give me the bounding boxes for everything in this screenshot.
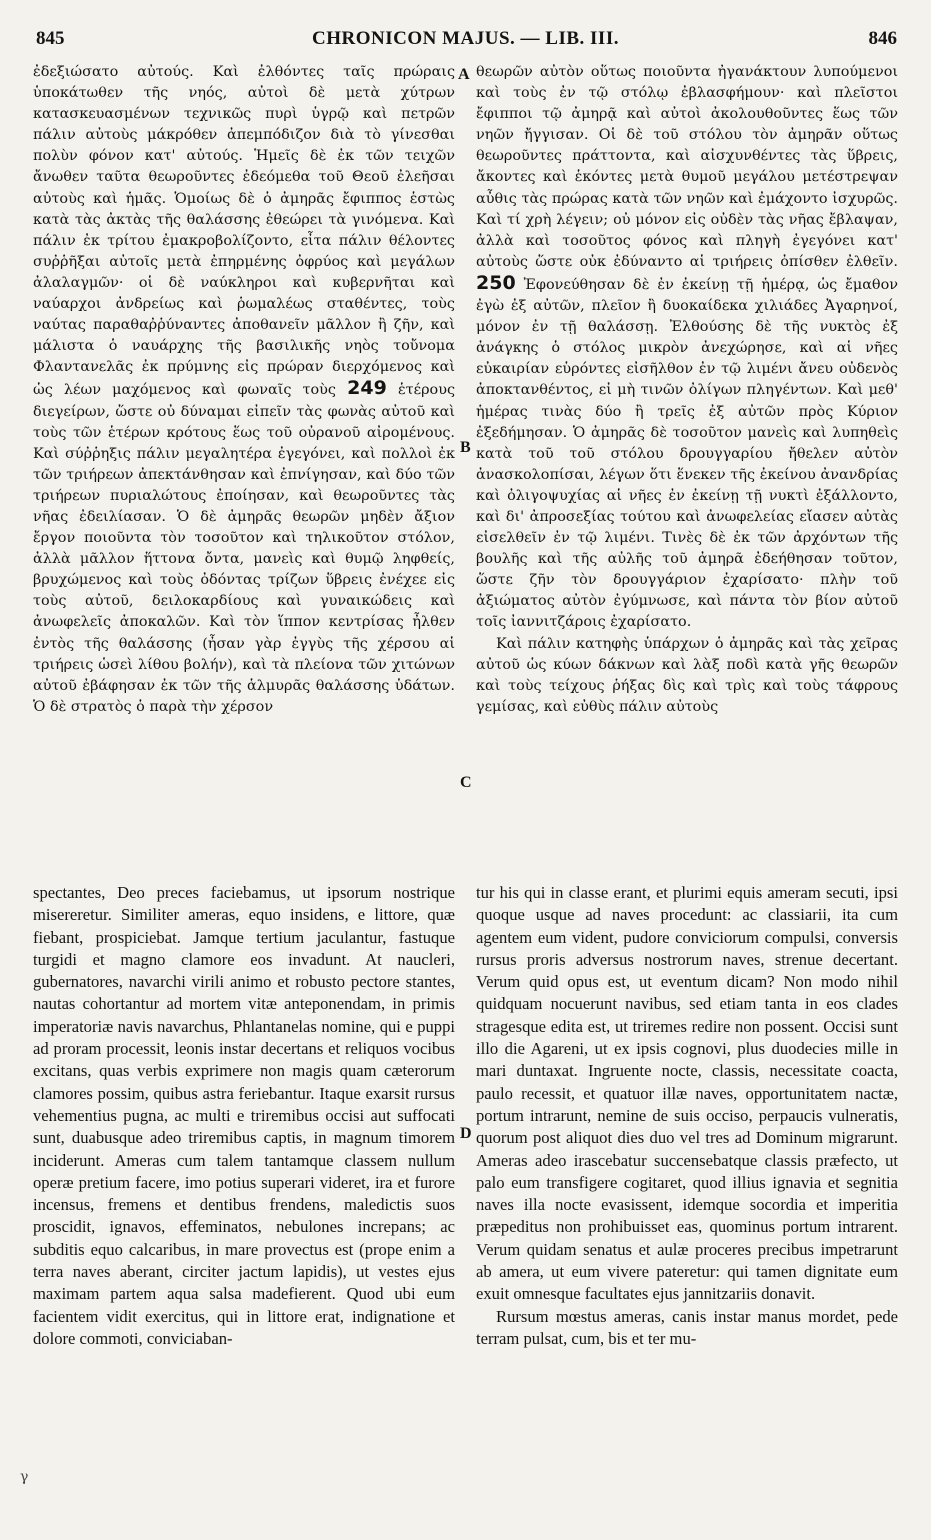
- section-number: 250: [476, 271, 516, 294]
- section-number: 249: [347, 377, 387, 400]
- latin-column-left: [33, 882, 455, 1482]
- margin-mark: γ: [20, 1469, 29, 1485]
- greek-right-text: θεωρῶν αὐτὸν οὕτως ποιοῦντα ἠγανάκτουν λυπούμενοι καὶ τοὺς ἐν τῷ στόλῳ ἐβλασφήμουν· καὶ πλεῖστοι ἔφιπποι τῷ ἀμηρᾷ καὶ αὐτοὶ ἀκολουθοῦντες ἕως τῶν νηῶν ἤγγισαν. Οἱ δὲ τοῦ στόλου τὸν ἀμηρᾶν οὕτως θεωροῦντες πράττοντα, καὶ αἰσχυνθέντες τὰς ὕβρεις, ἄκοντες καὶ ἑκόντες μετὰ θυμοῦ μεγάλου μετέστρεψαν αὖθις τὰς πρώρας κατὰ τῶν νηῶν καὶ ἐμάχοντο ἰσχυρῶς. Καὶ τί χρὴ λέγειν; οὐ μόνον εἰς οὐδὲν τὰς νῆας ἔβλαψαν, ἀλλὰ καὶ τοσοῦτος φόνος καὶ πληγὴ ἐγεγόνει κατ' αὐτοὺς ὥστε οὐκ ἐδύναντο αἱ τριήρεις ὀπίσθεν ἐλθεῖν. 250 Ἐφονεύθησαν δὲ ἐν ἐκείνῃ τῇ ἡμέρᾳ, ὡς ἔμαθον ἐγὼ ἐξ αὐτῶν, πλεῖον ἢ δυοκαίδεκα χιλιάδες Ἀγαρηνοί, μόνον ἐν τῇ θαλάσσῃ. Ἐλθούσης δὲ τῆς νυκτὸς ἐξ ἀνάγκης ὁ στόλος μικρὸν ἀνεχώρησε, καὶ αἱ νῆες εὐκαιρίαν εὑρόντες εἰσῆλθον ἐν τῷ λιμένι ἄνευ οὐδενὸς ἀποκτανθέντος, εἰ μὴ τινῶν ὀλίγων πληγέντων. Καὶ μεθ' ἡμέρας τινὰς δύο ἢ τρεῖς ἐξ αὐτῶν πρὸς Κύριον ἐξεδήμησαν. Ὁ ἀμηρᾶς δὲ τοσοῦτον μανεὶς καὶ λυπηθεὶς κατὰ τοῦ τοῦ στόλου δρουγγαρίου ἤθελεν αὐτὸν ἀνασκολοπίσαι, λέγων ὅτι ἕνεκεν τῆς ἐκείνου ἀνανδρίας καὶ ὀλιγοψυχίας αἱ νῆες ἐν ἐκείνῃ τῇ νυκτὶ ἐξάλλοντο, καὶ δι' ἀπροσεξίας τούτου καὶ ἀνωφελείας εἴασεν αὐτὰς εἰσελθεῖν ἐν τῷ λιμένι. Τινὲς δὲ ἐκ τῶν ἀρχόντων τῆς βουλῆς καὶ τῆς αὐλῆς τοῦ ἀμηρᾶ ἐδεήθησαν τοῦτον, ὥστε ζῆν τὸν δρουγγάριον ἐχαρίσατο· πλὴν τοῦ ἀξιώματος αὐτὸν ἐγύμνωσε, καὶ πάντα τὸν βίον αὐτοῦ τοῖς ἰαννιτζάροις ἐχαρίσατο.: [476, 64, 898, 631]
- greek-left-text: ἐδεξιώσατο αὐτούς. Καὶ ἐλθόντες ταῖς πρώραις ὑποκάτωθεν τῆς νηός, αὐτοὶ δὲ μετὰ χύτρων κατασκευασμένων τεχνικῶς πυρὶ ὑγρῷ καὶ πετρῶν πάλιν αὐτοὺς μάκρόθεν ἀπεμπόδιζον διὰ τὸ γίνεσθαι πολὺν φόνον κατ' αὐτούς. Ἡμεῖς δὲ ἐκ τῶν τειχῶν ἄνωθεν ταῦτα θεωροῦντες ἐδεόμεθα τοῦ Θεοῦ ἐλεῆσαι αὐτοὺς καὶ ἡμᾶς. Ὁμοίως δὲ ὁ ἀμηρᾶς ἔφιππος ἑστὼς κατὰ τὰς ἀκτὰς τῆς θαλάσσης ἐθεώρει τὰ γινόμενα. Καὶ πάλιν ἐκ τρίτου ἐμακροβολίζοντο, εἶτα πάλιν θέλοντες συῤῥῆξαι αὐτοῖς μετὰ ἐπηρμένης ὀφρύος καὶ μεγάλων ἀλαλαγμῶν· οἱ δὲ ναύκληροι καὶ κυβερνῆται καὶ ναύαρχοι ἀνδρείως καὶ ῥωμαλέως σταθέντες, τοὺς ναύτας παραθαῤῥύναντες ἀποθανεῖν μᾶλλον ἢ ζῆν, καὶ μάλιστα ὁ ναυάρχης τῆς βασιλικῆς νηὸς τοὔνομα Φλαντανελᾶς ἐκ πρύμνης εἰς πρώραν διερχόμενος καὶ ὡς λέων μαχόμενος καὶ φωναῖς τοὺς 249 ἑτέρους διεγείρων, ὥστε οὐ δύναμαι εἰπεῖν τὰς φωνὰς αὐτοῦ καὶ τοὺς τῶν ἑτέρων κρότους ἕως τοῦ οὐρανοῦ αἰρομένους. Καὶ σύῤῥηξις πάλιν μεγαλητέρα ἐγεγόνει, καὶ πολλοὶ ἐκ τῶν τριήρεων ἀπεκτάνθησαν καὶ ἐπνίγησαν, καὶ δύο τῶν τριήρεων πυριαλώτους ἐποίησαν, καὶ θεωροῦντες τὰς νῆας ἐδειλίασαν. Ὁ δὲ ἀμηρᾶς θεωρῶν μηδὲν ἄξιον ἔργον ποιοῦντα τὸν τοσοῦτον καὶ τηλικοῦτον στόλον, ἀλλὰ μᾶλλον ἥττονα ὄντα, μανεὶς καὶ θυμῷ ληφθείς, βρυχώμενος καὶ τοὺς ὀδόντας τρίζων ὕβρεις ἐνέχεε εἰς τοὺς αὐτοῦ, δειλοκαρδίους καὶ γυναικώδεις καὶ ἀνωφελεῖς ἀποκαλῶν. Καὶ τὸν ἵππον κεντρίσας ἦλθεν ἐντὸς τῆς θαλάσσης (ἦσαν γὰρ ἐγγὺς τῆς χέρσου αἱ τριήρεις ὡσεὶ λίθου βολήν), καὶ τὰ πλείονα τῶν χιτώνων αὐτοῦ ἐβάφησαν ἐκ τῶν τῆς ἁλμυρᾶς θαλάσσης ὑδάτων. Ὁ δὲ στρατὸς ὁ παρὰ τὴν χέρσον: [33, 64, 455, 715]
- page-header: [30, 28, 901, 56]
- running-title: CHRONICON MAJUS. — LIB. III.: [312, 28, 619, 49]
- greek-column-right: [476, 62, 898, 874]
- page-number-right: 846: [868, 28, 897, 49]
- page-number-left: 845: [36, 28, 65, 49]
- latin-column-right: [476, 882, 898, 1482]
- margin-marker-b: B: [460, 439, 471, 456]
- latin-right-paragraph: Rursum mœstus ameras, canis instar manus mordet, pede terram pulsat, cum, bis et ter mu-: [476, 1306, 898, 1348]
- margin-marker-d: D: [460, 1125, 472, 1142]
- margin-marker-a: A: [458, 66, 470, 83]
- latin-left-text: spectantes, Deo preces faciebamus, ut ipsorum nostrique misereretur. Similiter ameras, equo insidens, e littore, quæ fiebant, prospiciebat. Jamque tertium jaculantur, fastuque turgidi et magno clamore eos invadunt. At naucleri, gubernatores, navarchi virili animo et robusto pectore stantes, nautas cohortantur ad mortem vitæ anteponendam, in primis imperatoriæ navis navarchus, Phlantanelas nomine, qui e puppi ad proram processit, leonis instar decertans et reliquos vocibus excitans, quas verbis exprimere non magis quam cæterorum clamores possim, quibus astra feriebantur. Itaque exarsit rursus vehementius pugna, ac multi e triremibus occisi aut suffocati sunt, duabusque adeo triremibus captis, in magnum timorem inciderunt. Ameras cum talem tantamque classem nullum operæ pretium facere, imo potius superari videret, ira et furore incensus, fremens et dentibus frendens, maledictis suos proscidit, ignavos, effeminatos, nebulones increpans; ac subditis equo calcaribus, in mare provectus est (prope enim a terra naves aberant, circiter jactum lapidis), ut vestes ejus maximam partem aqua salsa madefierent. Quod ubi eum facientem vidit exercitus, qui in littore erat, indignatione et dolore commoti, conviciaban-: [33, 883, 455, 1348]
- greek-right-paragraph: Καὶ πάλιν κατηφὴς ὑπάρχων ὁ ἀμηρᾶς καὶ τὰς χεῖρας αὐτοῦ ὡς κύων δάκνων καὶ λὰξ ποδὶ κατὰ γῆς θεωρῶν καὶ τοὺς τείχους ῥήξας δὶς καὶ τρὶς καὶ τοὺς τάφρους γεμίσας, καὶ εὐθὺς πάλιν αὐτοὺς: [476, 635, 898, 715]
- margin-marker-c: C: [460, 774, 472, 791]
- latin-right-text: tur his qui in classe erant, et plurimi equis ameram secuti, ipsi quoque usque ad naves procedunt: ac classiarii, ita cum agentem eum vident, pudore conviciorum compulsi, conversis rursus proris adversus nostrorum naves, strenue decertant. Verum quid opus est, ut eventum dicam? Non modo nihil quidquam nocuerunt navibus, sed etiam tanta in eos clades stragesque edita est, ut triremes redire non possent. Occisi sunt illo die Agareni, ut ex ipsis cognovi, plus duodecies mille in mari duntaxat. Ingruente nocte, classis, necessitate coacta, paulo recessit, et quatuor illæ naves, opportunitatem nactæ, portum intrarunt, nemine de suis occiso, perpaucis vulneratis, quorum post aliquot dies duo vel tres ad Dominum migrarunt. Ameras adeo irascebatur succensebatque classis præfecto, ut palo eum transfigere cogitaret, quod illius ignavia et segnitia naves illa nocte evasissent, idemque socordia et imperitia præpeditus non prohibuisset eas, quominus portum intrarent. Verum quidam senatus et aulæ proceres precibus impetrarunt ab amera, ut eum vivere pateretur: qui tamen dignitate eum exuit omnesque facultates ejus jannitzariis donavit.: [476, 883, 898, 1304]
- greek-column-left: [33, 62, 455, 874]
